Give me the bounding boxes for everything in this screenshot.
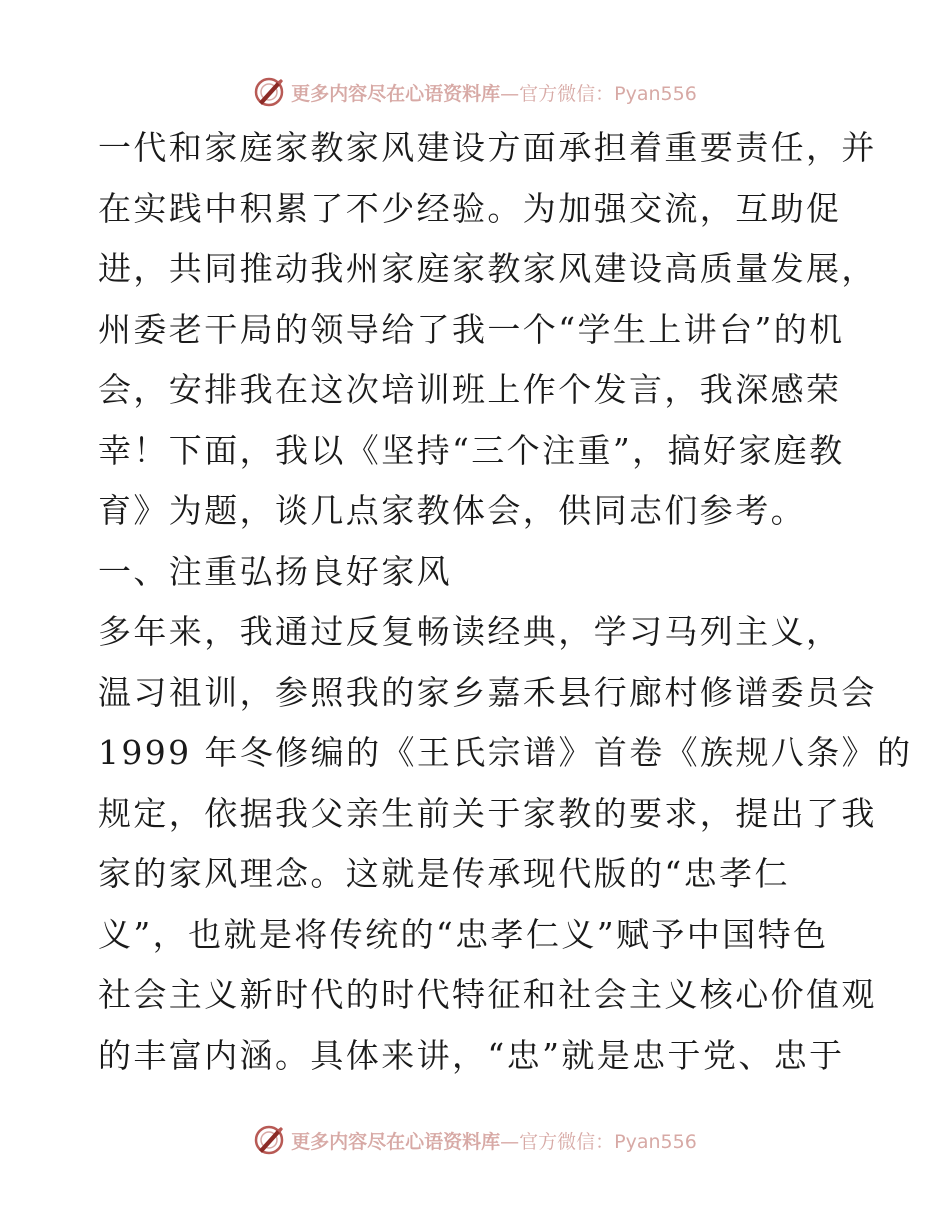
paragraph-1 xyxy=(98,118,877,542)
text-line: 一代和家庭家教家风建设方面承担着重要责任，并 xyxy=(98,128,877,167)
text-line: 育》为题，谈几点家教体会，供同志们参考。 xyxy=(98,491,806,530)
watermark-brand-text: 更多内容尽在心语资料库 xyxy=(291,82,501,105)
text-line: 多年来，我通过反复畅读经典，学习马列主义， xyxy=(98,612,842,651)
text-line: 家的家风理念。这就是传承现代版的“忠孝仁 xyxy=(98,854,790,893)
header-watermark xyxy=(0,72,950,112)
text-line: 会，安排我在这次培训班上作个发言，我深感荣 xyxy=(98,370,842,409)
document-body xyxy=(98,118,913,1086)
brand-logo-icon xyxy=(253,76,285,108)
footer-watermark xyxy=(0,1120,950,1160)
text-line: 州委老干局的领导给了我一个“学生上讲台”的机 xyxy=(98,309,845,349)
text-line: 幸！下面，我以《坚持“三个注重”，搞好家庭教 xyxy=(98,430,845,470)
text-line: 的丰富内涵。具体来讲，“忠”就是忠于党、忠于 xyxy=(98,1035,845,1075)
watermark-suffix-text: —官方微信：Pyan556 xyxy=(500,1130,697,1153)
text-line: 规定，依据我父亲生前关于家教的要求，提出了我 xyxy=(98,793,877,833)
watermark-brand-text: 更多内容尽在心语资料库 xyxy=(291,1130,501,1153)
section-heading: 一、注重弘扬良好家风 xyxy=(98,551,452,591)
paragraph-2 xyxy=(98,602,913,1086)
text-line: 社会主义新时代的时代特征和社会主义核心价值观 xyxy=(98,975,877,1014)
brand-logo-icon xyxy=(253,1124,285,1156)
text-line: 义”，也就是将传统的“忠孝仁义”赋予中国特色 xyxy=(98,914,829,954)
watermark-suffix-text: —官方微信：Pyan556 xyxy=(500,82,697,105)
text-line: 进，共同推动我州家庭家教家风建设高质量发展， xyxy=(98,249,877,288)
text-line: 1999 年冬修编的《王氏宗谱》首卷《族规八条》的 xyxy=(98,733,913,772)
text-line: 在实践中积累了不少经验。为加强交流，互助促 xyxy=(98,188,842,228)
text-line: 温习祖训，参照我的家乡嘉禾县行廊村修谱委员会 xyxy=(98,672,877,712)
